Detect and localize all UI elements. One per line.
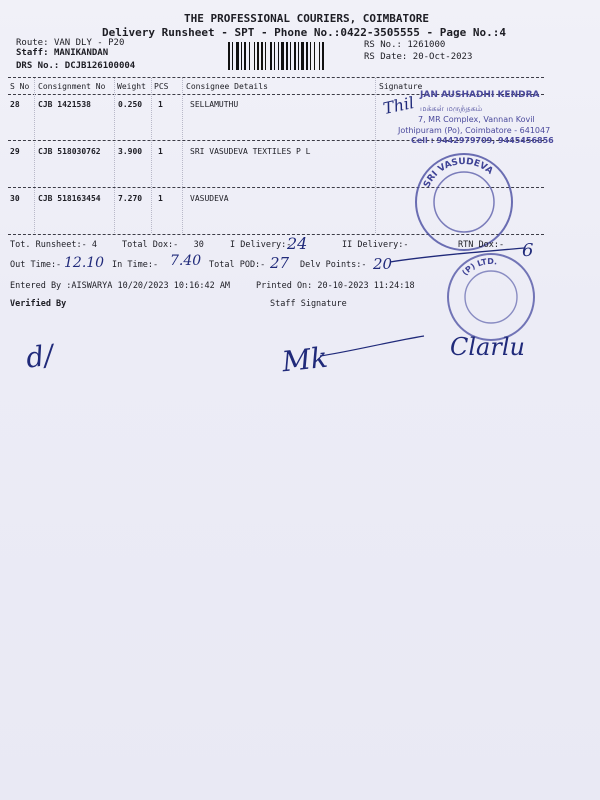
row-pcs: 1 (158, 100, 163, 109)
barcode-bar (290, 42, 291, 70)
staff-signature-label: Staff Signature (270, 299, 347, 309)
out-time: Out Time:- (10, 260, 62, 270)
barcode-bar (254, 42, 255, 70)
barcode-bar (322, 42, 324, 70)
barcode-bar (306, 42, 308, 70)
ii-delivery: II Delivery:- (342, 240, 409, 250)
col-divider (34, 78, 35, 233)
barcode-bar (249, 42, 250, 70)
staff-field: Staff: MANIKANDAN (16, 48, 109, 58)
runsheet-subtitle: Delivery Runsheet - SPT - Phone No.:0422-3505555 - Page No.:4 (102, 26, 506, 39)
col-signature: Signature (379, 82, 423, 91)
staff-signature: Mk (280, 340, 330, 379)
receiver-signature: Clarlu (450, 333, 525, 361)
pen-stroke (388, 244, 528, 266)
barcode-bar (270, 42, 272, 70)
barcode-bar (274, 42, 275, 70)
delv-points: Delv Points:- (300, 260, 367, 270)
total-dox: Total Dox:- 30 (122, 240, 204, 250)
entered-by: Entered By :AISWARYA 10/20/2023 10:16:42 AM (10, 281, 231, 291)
col-divider (182, 78, 183, 233)
printed-on: Printed On: 20-10-2023 11:24:18 (256, 281, 415, 291)
stamp-pharmacy-line2: மக்கள் மருந்தகம் (420, 104, 483, 113)
col-consignee: Consignee Details (186, 82, 268, 91)
col-consignment: Consignment No (38, 82, 106, 91)
pen-stroke (318, 330, 428, 360)
col-divider (114, 78, 115, 233)
out-time-handwritten: 12.10 (64, 255, 105, 271)
row-consignment: CJB 518030762 (38, 147, 101, 156)
barcode-bar (310, 42, 311, 70)
stamp-pharmacy-line1: JAN AUSHADHI KENDRA (420, 90, 540, 100)
verified-by-signature: d/ (23, 338, 56, 375)
route-field: Route: VAN DLY - P20 (16, 38, 125, 48)
rs-no-field: RS No.: 1261000 (364, 40, 446, 50)
row-weight: 7.270 (118, 194, 143, 203)
i-delivery: I Delivery:- (230, 240, 292, 250)
barcode-bar (294, 42, 296, 70)
round-company-stamp (412, 150, 516, 254)
barcode-bar (298, 42, 299, 70)
delv-points-handwritten: 20 (373, 255, 393, 273)
barcode-bar (236, 42, 239, 70)
row-sno: 29 (10, 147, 20, 156)
col-pcs: PCS (154, 82, 169, 91)
barcode-bar (232, 42, 233, 70)
in-time-handwritten: 7.40 (170, 253, 202, 269)
barcode-bar (278, 42, 279, 70)
row-weight: 3.900 (118, 147, 143, 156)
i-delivery-handwritten: 24 (287, 234, 308, 253)
row1-handwritten-signature: Thil (381, 92, 416, 119)
company-title: THE PROFESSIONAL COURIERS, COIMBATORE (184, 12, 430, 25)
col-divider (151, 78, 152, 233)
total-pod: Total POD:- (209, 260, 266, 270)
row-pcs: 1 (158, 147, 163, 156)
barcode-bar (228, 42, 230, 70)
barcode-bar (314, 42, 315, 70)
svg-text:(P) LTD.: (P) LTD. (460, 256, 498, 278)
barcode-bar (319, 42, 320, 70)
barcode-bar (257, 42, 259, 70)
barcode-bar (261, 42, 263, 70)
verified-by-label: Verified By (10, 299, 67, 309)
tot-runsheet: Tot. Runsheet:- 4 (10, 240, 97, 250)
barcode-bar (281, 42, 284, 70)
col-divider (375, 78, 376, 233)
rtn-dox: RTN Dox:- (458, 240, 505, 250)
total-pod-handwritten: 27 (270, 254, 290, 272)
stamp-pharmacy-line3: 7, MR Complex, Vannan Kovil (418, 115, 535, 124)
barcode-bar (301, 42, 304, 70)
table-top-rule (8, 77, 544, 78)
barcode (228, 42, 358, 70)
col-sno: S No (10, 82, 30, 91)
row-consignee: VASUDEVA (190, 194, 229, 203)
row-pcs: 1 (158, 194, 163, 203)
row-sno: 28 (10, 100, 20, 109)
row-consignee: SELLAMUTHU (190, 100, 239, 109)
drs-field: DRS No.: DCJB126100004 (16, 61, 136, 71)
barcode-bar (241, 42, 242, 70)
row-weight: 0.250 (118, 100, 143, 109)
row-consignment: CJB 518163454 (38, 194, 101, 203)
barcode-bar (244, 42, 246, 70)
barcode-bar (265, 42, 266, 70)
stamp-pharmacy-line4: Jothipuram (Po), Coimbatore - 641047 (398, 126, 551, 135)
stamp-pharmacy-line5: Cell : 9442979709, 9445456856 (411, 136, 554, 145)
row-consignee: SRI VASUDEVA TEXTILES P L (190, 147, 311, 156)
row-sno: 30 (10, 194, 20, 203)
in-time: In Time:- (112, 260, 159, 270)
rs-date-field: RS Date: 20-Oct-2023 (364, 52, 473, 62)
rtn-dox-handwritten: 6 (522, 240, 534, 261)
col-weight: Weight (117, 82, 146, 91)
row-consignment: CJB 1421538 (38, 100, 91, 109)
barcode-bar (286, 42, 288, 70)
stamp-name-text: SRI VASUDEVA (422, 156, 495, 190)
